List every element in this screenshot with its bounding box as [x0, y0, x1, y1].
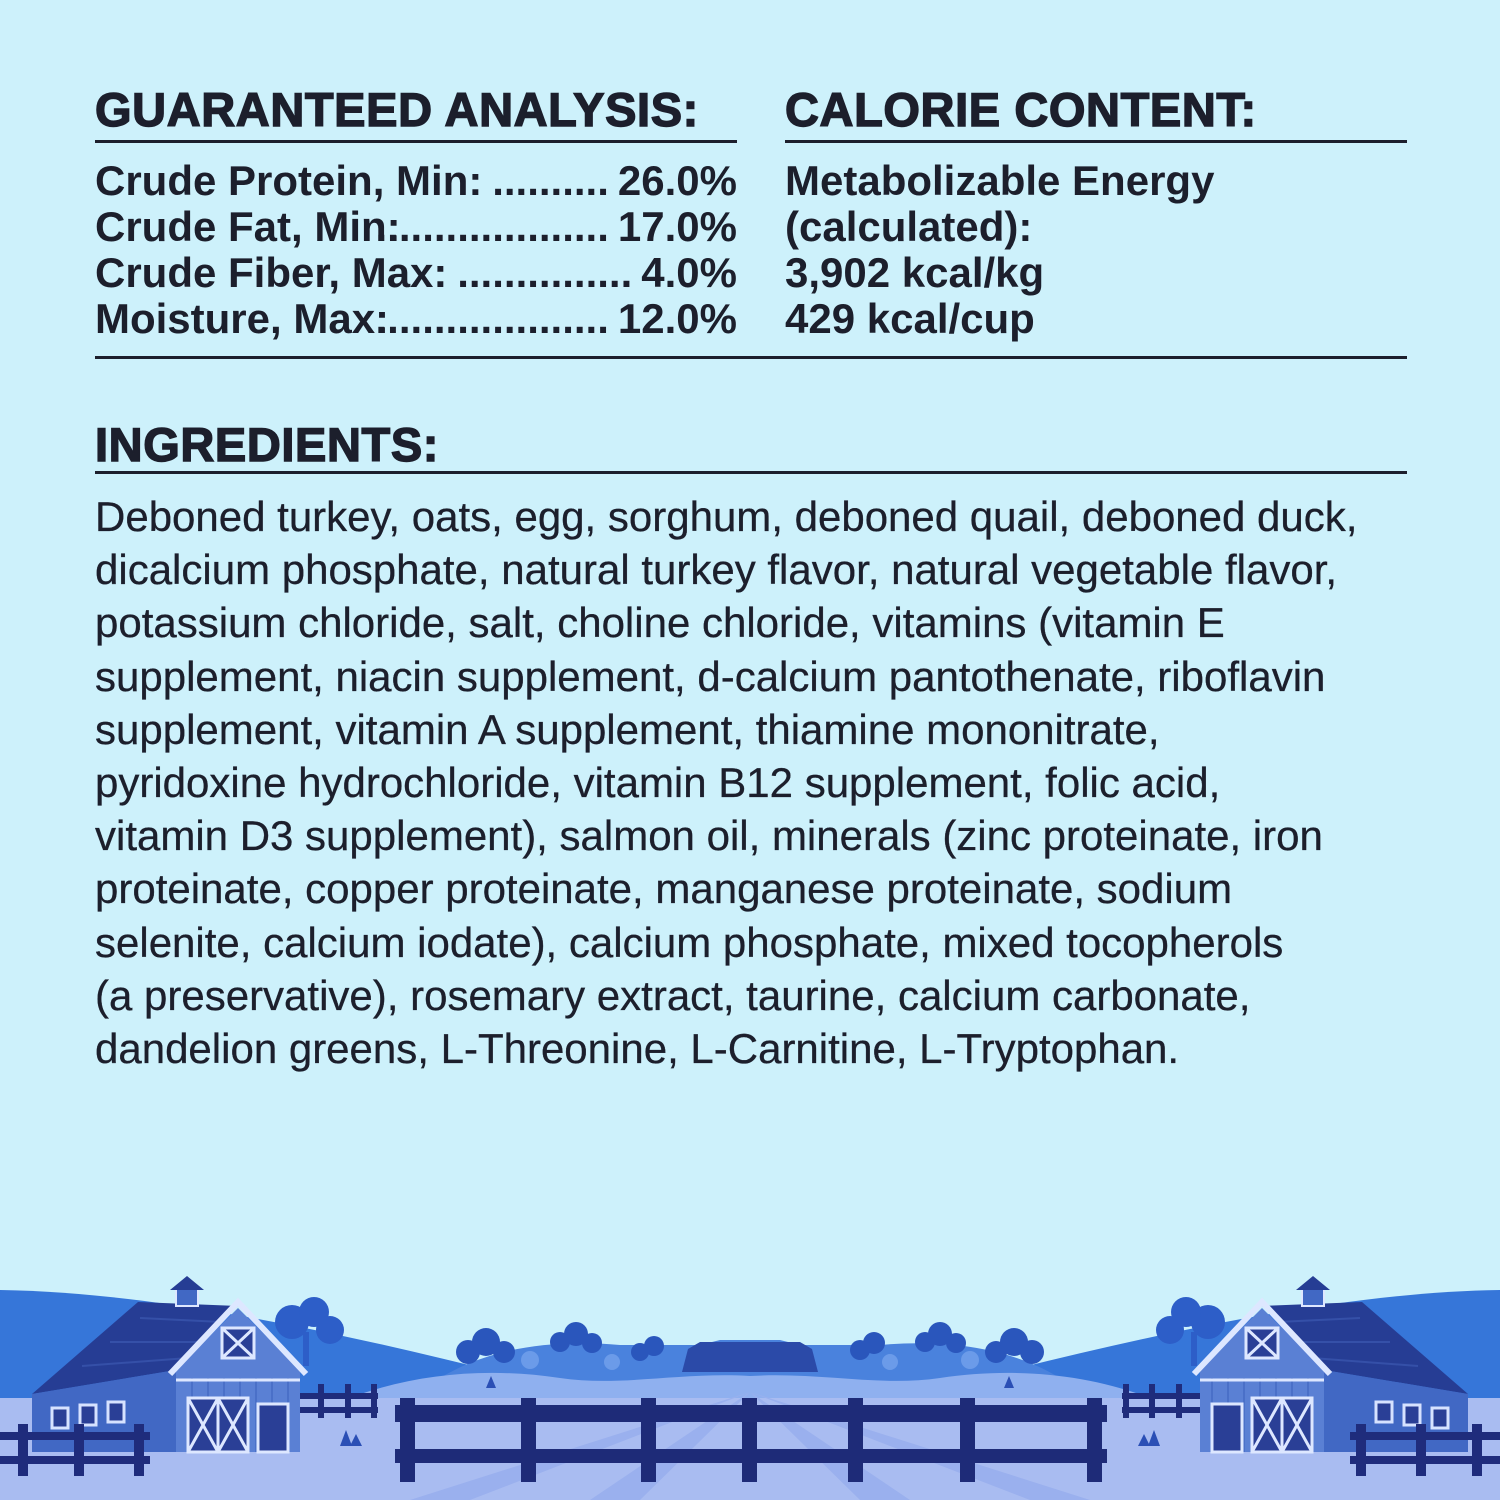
ingredients-line: dandelion greens, L-Threonine, L-Carnitine, L-Tryptophan.	[95, 1024, 1180, 1072]
analysis-leader-dots: ...............	[457, 249, 633, 296]
analysis-label: Crude Protein, Min:	[95, 157, 483, 204]
analysis-label: Crude Fiber, Max:	[95, 249, 448, 296]
analysis-leader-dots: ....................	[375, 295, 609, 342]
analysis-row-moisture	[95, 296, 737, 342]
ingredients-line: supplement, niacin supplement, d-calcium pantothenate, riboflavin	[95, 652, 1326, 700]
ingredients-line: Deboned turkey, oats, egg, sorghum, deboned quail, deboned duck,	[95, 493, 1358, 540]
analysis-label: Moisture, Max:	[95, 295, 390, 342]
analysis-value: 4.0%	[641, 249, 737, 296]
calorie-line: (calculated):	[785, 203, 1033, 250]
ingredients-line: (a preservative), rosemary extract, taurine, calcium carbonate,	[95, 971, 1251, 1019]
farm-illustration	[0, 1280, 1500, 1500]
analysis-value: 17.0%	[617, 203, 737, 250]
ingredients-heading: INGREDIENTS:	[95, 418, 440, 471]
calorie-line: Metabolizable Energy	[785, 157, 1215, 204]
analysis-label: Crude Fat, Min:	[95, 203, 401, 250]
divider	[95, 140, 737, 143]
analysis-row-crude-protein	[95, 158, 737, 204]
analysis-value: 26.0%	[617, 157, 737, 204]
calorie-line: 429 kcal/cup	[785, 295, 1035, 342]
divider	[95, 471, 1407, 474]
calorie-line: 3,902 kcal/kg	[785, 249, 1045, 296]
ingredients-line: selenite, calcium iodate), calcium phosphate, mixed tocopherols	[95, 918, 1284, 966]
ingredients-text	[95, 490, 1407, 1075]
ingredients-line: potassium chloride, salt, choline chloride, vitamins (vitamin E	[95, 599, 1225, 647]
ingredients-line: vitamin D3 supplement), salmon oil, minerals (zinc proteinate, iron	[95, 812, 1323, 860]
analysis-row-crude-fiber	[95, 250, 737, 296]
analysis-row-crude-fat	[95, 204, 737, 250]
ingredients-line: supplement, vitamin A supplement, thiamine mononitrate,	[95, 705, 1160, 753]
guaranteed-analysis-table	[95, 158, 737, 342]
analysis-leader-dots: ..........	[492, 157, 609, 204]
ingredients-line: pyridoxine hydrochloride, vitamin B12 supplement, folic acid,	[95, 758, 1221, 806]
ingredients-line: dicalcium phosphate, natural turkey flavor, natural vegetable flavor,	[95, 546, 1338, 594]
guaranteed-analysis-heading: GUARANTEED ANALYSIS:	[95, 83, 699, 136]
ingredients-line: proteinate, copper proteinate, manganese proteinate, sodium	[95, 865, 1233, 913]
divider	[95, 356, 1407, 359]
calorie-content-heading: CALORIE CONTENT:	[785, 83, 1257, 136]
calorie-content-block	[785, 158, 1407, 342]
analysis-value: 12.0%	[617, 295, 737, 342]
analysis-leader-dots: ....................	[375, 203, 609, 250]
divider	[785, 140, 1407, 143]
